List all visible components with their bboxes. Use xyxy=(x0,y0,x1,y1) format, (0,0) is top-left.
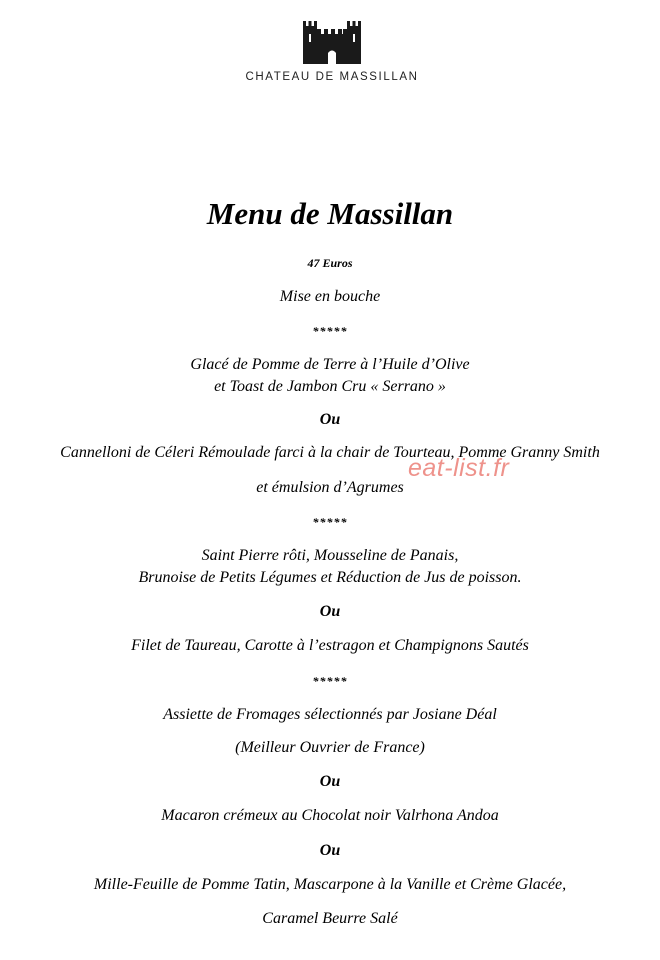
separator: ***** xyxy=(312,674,348,688)
separator: ***** xyxy=(312,324,348,338)
main-2: Filet de Taureau, Carotte à l’estragon et Champignons Sautés xyxy=(131,637,529,654)
starter-2-line-1: Cannelloni de Céleri Rémoulade farci à la chair de Tourteau, Pomme Granny Smith xyxy=(60,444,600,461)
main-1-line-1: Saint Pierre rôti, Mousseline de Panais, xyxy=(201,547,459,564)
main-1-line-2: Brunoise de Petits Légumes et Réduction de Jus de poisson. xyxy=(138,569,522,586)
dessert-2-line-1: Mille-Feuille de Pomme Tatin, Mascarpone à la Vanille et Crème Glacée, xyxy=(93,876,567,893)
menu-price: 47 Euros xyxy=(307,256,353,270)
castle-tower-icon xyxy=(302,20,362,64)
starter-1-line-1: Glacé de Pomme de Terre à l’Huile d’Olive xyxy=(190,356,470,373)
starter-2-line-2: et émulsion d’Agrumes xyxy=(256,479,404,496)
cheese-line-1: Assiette de Fromages sélectionnés par Josiane Déal xyxy=(163,706,497,723)
or-label: Ou xyxy=(319,603,341,620)
or-label: Ou xyxy=(319,773,341,790)
brand-name: CHATEAU DE MASSILLAN xyxy=(245,71,419,83)
amuse-bouche: Mise en bouche xyxy=(279,288,381,305)
dessert-1: Macaron crémeux au Chocolat noir Valrhona Andoa xyxy=(161,807,499,824)
menu-title: Menu de Massillan xyxy=(206,196,454,231)
dessert-2-line-2: Caramel Beurre Salé xyxy=(262,910,398,927)
starter-1-line-2: et Toast de Jambon Cru « Serrano » xyxy=(214,378,446,395)
or-label: Ou xyxy=(319,411,341,428)
or-label: Ou xyxy=(319,842,341,859)
watermark: eat-list.fr xyxy=(408,454,510,482)
separator: ***** xyxy=(312,515,348,529)
cheese-line-2: (Meilleur Ouvrier de France) xyxy=(235,739,425,756)
